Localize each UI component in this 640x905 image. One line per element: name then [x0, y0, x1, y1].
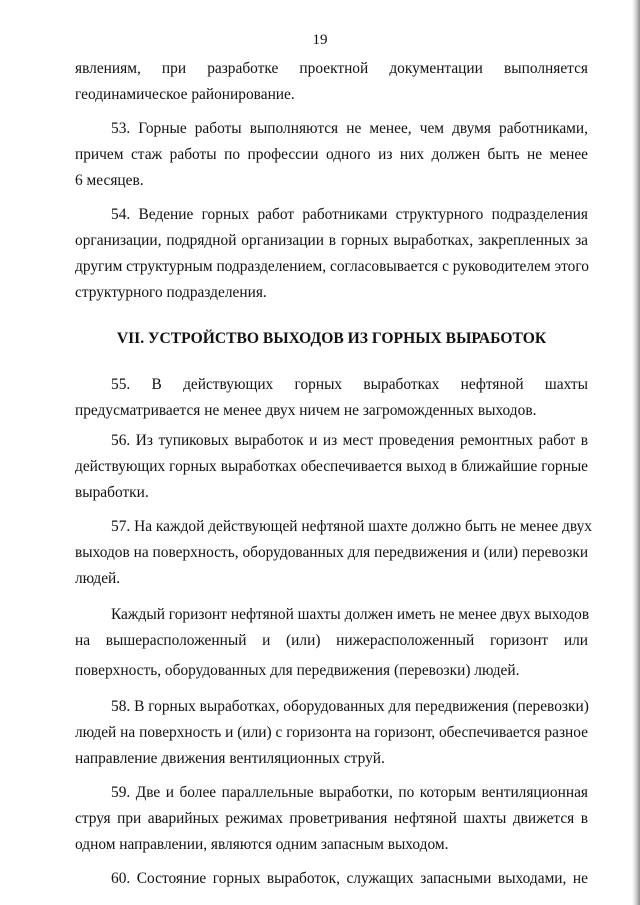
text-line: организации, подрядной организации в горных выработках, закрепленных за: [75, 232, 588, 249]
section-heading: VII. УСТРОЙСТВО ВЫХОДОВ ИЗ ГОРНЫХ ВЫРАБОТОК: [116, 330, 547, 347]
text-line: 56. Из тупиковых выработок и из мест проведения ремонтных работ в: [111, 432, 588, 449]
text-line: выходов на поверхность, оборудованных для передвижения и (или) перевозки: [75, 544, 589, 561]
document-body: [75, 56, 592, 892]
paragraph-57-continued: [75, 602, 588, 684]
text-line: 57. На каждой действующей нефтяной шахте должно быть не менее двух: [111, 518, 592, 535]
text-line: струя при аварийных режимах проветривания нефтяной шахты движется в: [75, 810, 588, 827]
text-line: 60. Состояние горных выработок, служащих запасными выходами, не: [111, 870, 588, 887]
text-line: геодинамическое районирование.: [75, 86, 295, 103]
text-line: поверхность, оборудованных для передвижения (перевозки) людей.: [75, 662, 520, 679]
text-line: 55. В действующих горных выработках нефтяной шахты: [111, 376, 588, 393]
text-line: явлениям, при разработке проектной документации выполняется: [75, 60, 588, 77]
text-line: другим структурным подразделением, согласовывается с руководителем этого: [75, 258, 589, 275]
paragraph-56: [75, 428, 588, 506]
text-line: причем стаж работы по профессии одного из них должен быть не менее: [75, 146, 588, 163]
text-line: людей.: [75, 570, 121, 587]
text-line: 54. Ведение горных работ работниками структурного подразделения: [111, 206, 588, 223]
text-line: структурного подразделения.: [75, 284, 267, 301]
text-line: 6 месяцев.: [75, 172, 144, 189]
text-line: предусматривается не менее двух ничем не загроможденных выходов.: [75, 402, 537, 419]
paragraph-continuation: [75, 56, 588, 108]
text-line: 58. В горных выработках, оборудованных для передвижения (перевозки): [111, 698, 589, 715]
page-number: 19: [312, 32, 328, 48]
paragraph-54: [75, 202, 588, 306]
text-line: одном направлении, являются одним запасным выходом.: [75, 836, 449, 853]
paragraph-59: [75, 780, 588, 858]
text-line: 59. Две и более параллельные выработки, по которым вентиляционная: [111, 784, 588, 801]
text-line: 53. Горные работы выполняются не менее, чем двумя работниками,: [111, 120, 588, 137]
paragraph-60: [75, 866, 588, 892]
text-line: действующих горных выработках обеспечивается выход в ближайшие горные: [75, 458, 588, 475]
text-line: выработки.: [75, 484, 149, 501]
paragraph-53: [75, 116, 588, 194]
paragraph-58: [75, 694, 588, 772]
paragraph-55: [75, 372, 588, 424]
page-edge: [632, 0, 640, 905]
text-line: Каждый горизонт нефтяной шахты должен иметь не менее двух выходов: [111, 606, 590, 623]
text-line: на вышерасположенный и (или) нижерасположенный горизонт или: [75, 632, 588, 649]
paragraph-57: [75, 514, 592, 592]
text-line: людей на поверхность и (или) с горизонта на горизонт, обеспечивается разное: [75, 724, 588, 741]
text-line: направление движения вентиляционных струй.: [75, 750, 385, 767]
